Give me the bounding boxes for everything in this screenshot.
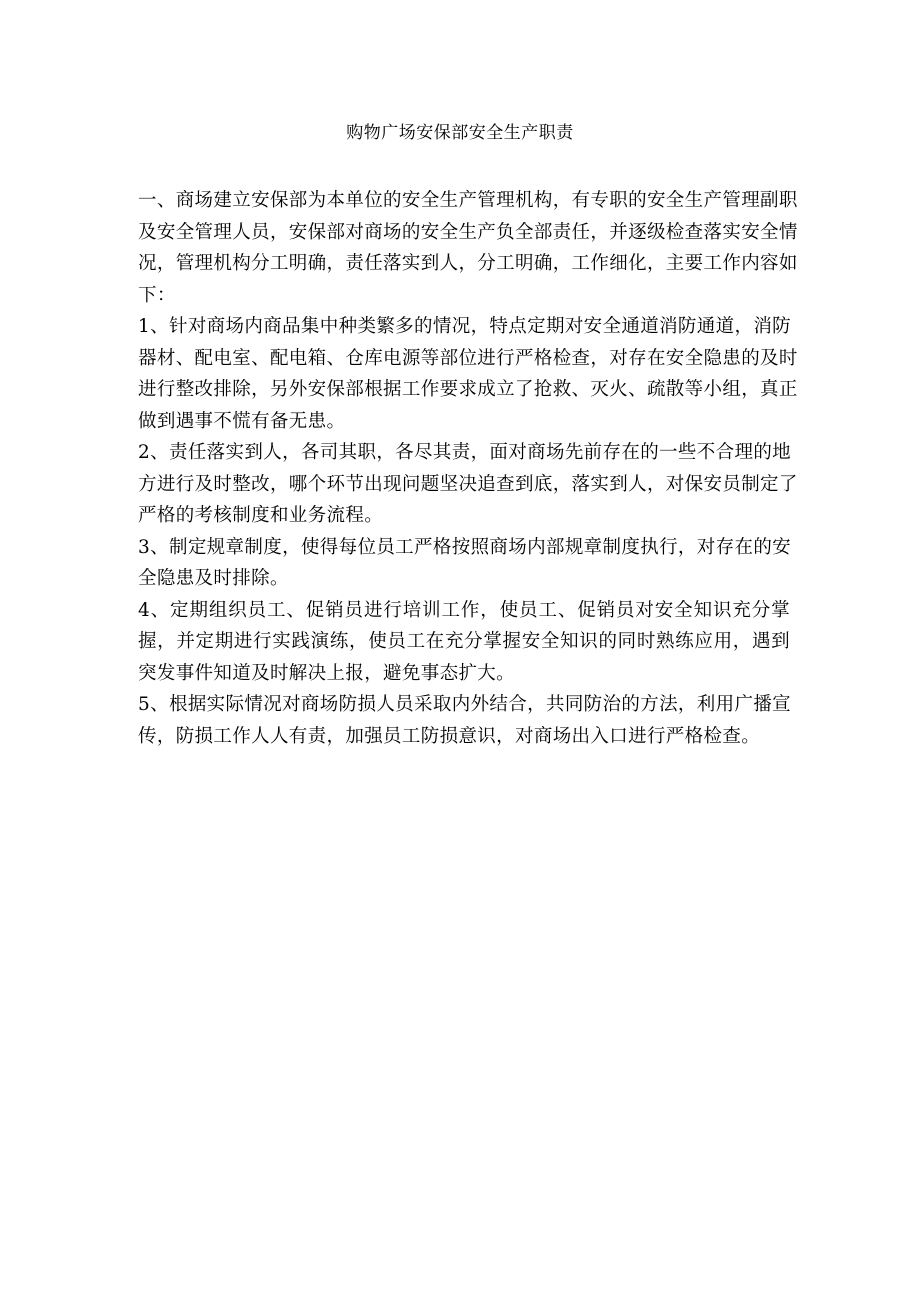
paragraph-line: 进行整改排除，另外安保部根据工作要求成立了抢救、灭火、疏散等小组，真正 — [138, 379, 798, 400]
paragraph-line: 1、针对商场内商品集中种类繁多的情况，特点定期对安全通道消防通道，消防 — [138, 316, 792, 337]
paragraph-line: 器材、配电室、配电箱、仓库电源等部位进行严格检查，对存在安全隐患的及时 — [138, 347, 798, 369]
paragraph-line: 传，防损工作人人有责，加强员工防损意识，对商场出入口进行严格检查。 — [138, 725, 761, 747]
paragraph-line: 一、商场建立安保部为本单位的安全生产管理机构，有专职的安全生产管理副职 — [138, 190, 798, 211]
paragraph-line: 全隐患及时排除。 — [138, 568, 289, 589]
document-body — [138, 185, 798, 752]
paragraph-1 — [138, 185, 798, 311]
paragraph-line: 2、责任落实到人，各司其职，各尽其责，面对商场先前存在的一些不合理的地 — [138, 442, 792, 463]
paragraph-line: 及安全管理人员，安保部对商场的安全生产负全部责任，并逐级检查落实安全情 — [138, 221, 798, 243]
paragraph-6 — [138, 689, 790, 752]
paragraph-line: 做到遇事不慌有备无患。 — [138, 410, 346, 432]
paragraph-line: 3、制定规章制度，使得每位员工严格按照商场内部规章制度执行，对存在的安 — [138, 536, 792, 558]
paragraph-line: 突发事件知道及时解决上报，避免事态扩大。 — [138, 662, 516, 684]
paragraph-line: 方进行及时整改，哪个环节出现问题坚决追查到底，落实到人，对保安员制定了 — [138, 473, 798, 495]
paragraph-3 — [138, 437, 798, 532]
paragraph-2 — [138, 311, 798, 437]
paragraph-4 — [138, 532, 790, 595]
paragraph-line: 握，并定期进行实践演练，使员工在充分掌握安全知识的同时熟练应用，遇到 — [138, 631, 790, 652]
document-title: 购物广场安保部安全生产职责 — [346, 123, 574, 143]
paragraph-line: 严格的考核制度和业务流程。 — [138, 505, 384, 526]
paragraph-line: 下： — [138, 284, 176, 306]
paragraph-line: 况，管理机构分工明确，责任落实到人，分工明确，工作细化，主要工作内容如 — [138, 253, 798, 274]
paragraph-5 — [138, 595, 790, 690]
paragraph-line: 5、根据实际情况对商场防损人员采取内外结合，共同防治的方法，利用广播宣 — [138, 694, 792, 715]
paragraph-line: 4、定期组织员工、促销员进行培训工作，使员工、促销员对安全知识充分掌 — [138, 599, 790, 621]
